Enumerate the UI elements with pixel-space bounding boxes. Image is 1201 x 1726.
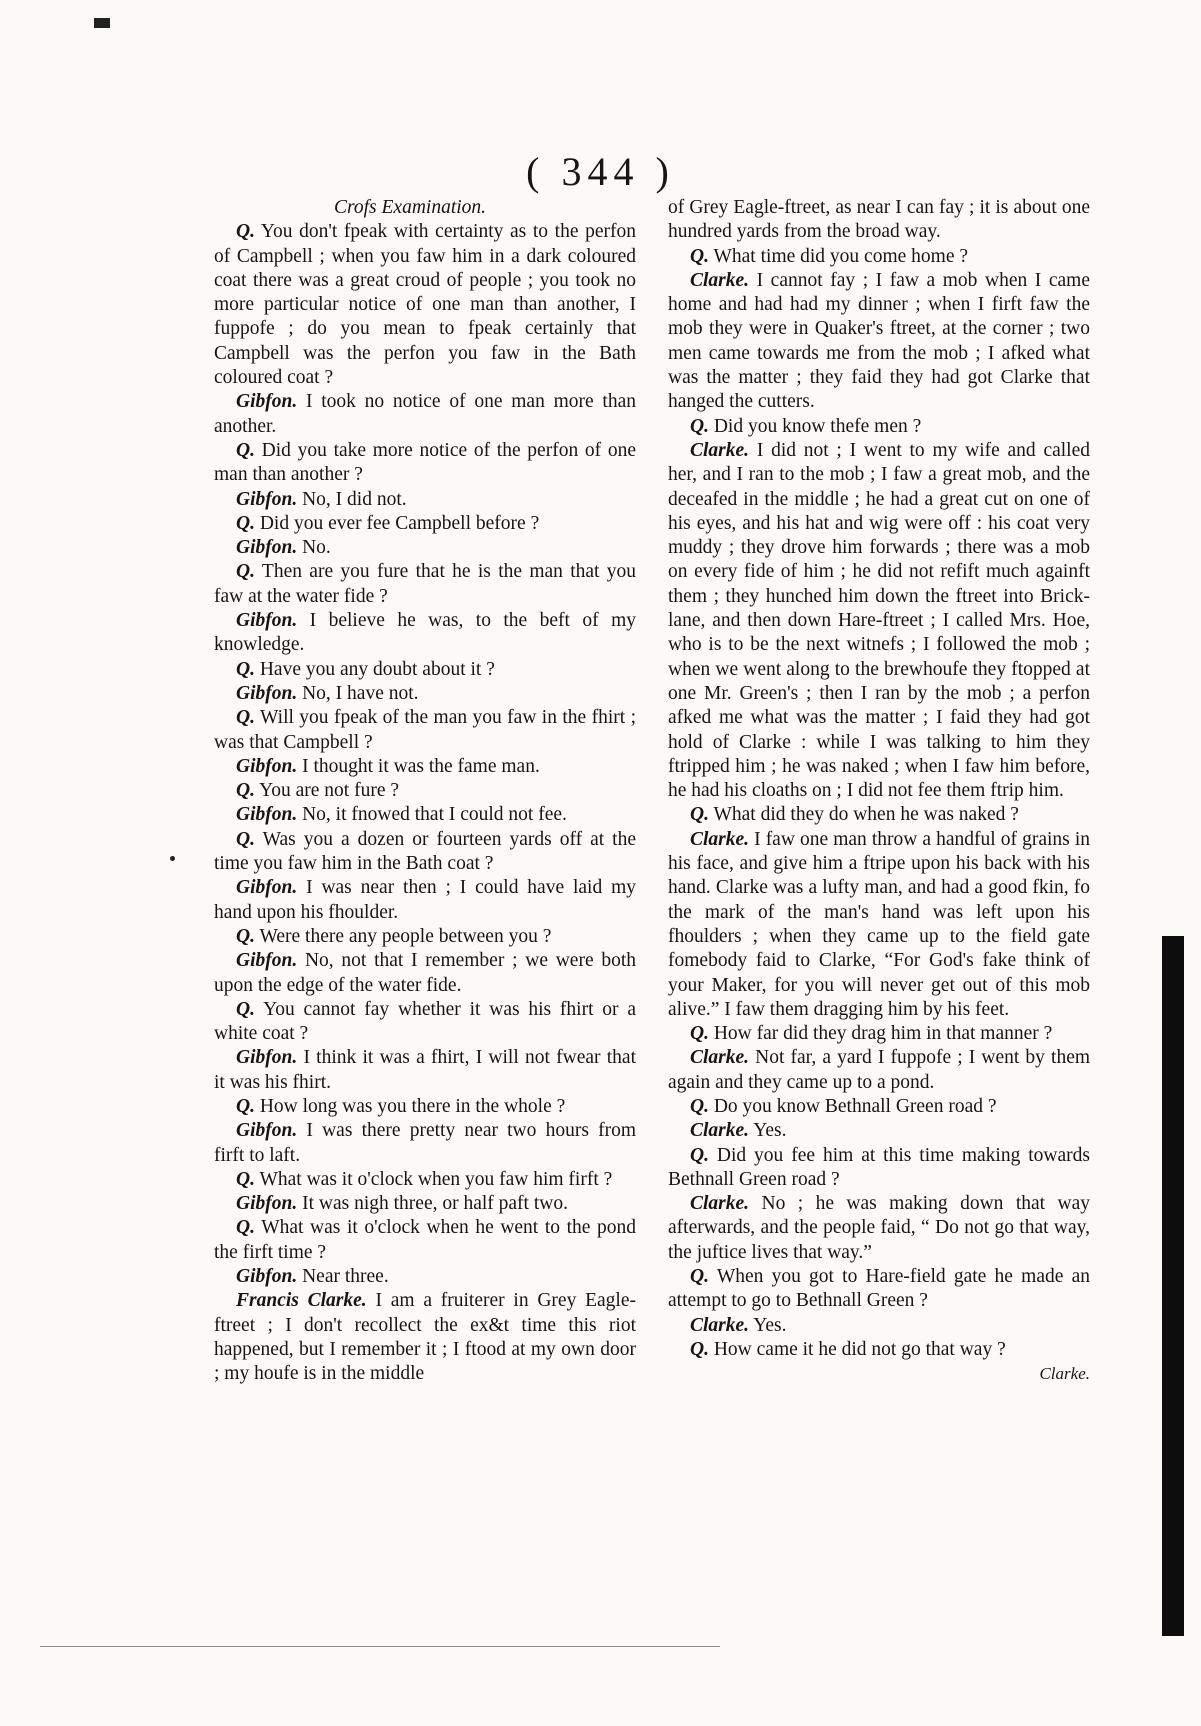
testimony-paragraph: [214, 1095, 636, 1119]
catchword: Clarke.: [1039, 1364, 1090, 1384]
section-heading: Crofs Examination.: [334, 197, 487, 218]
speaker-label: Clarke.: [690, 1193, 750, 1215]
testimony-paragraph: [668, 803, 1090, 827]
speaker-label: Q.: [236, 439, 255, 461]
margin-dot: [170, 856, 175, 861]
testimony-text: I cannot fay ; I faw a mob when I came home and had had my dinner ; when I firft faw the mob they were in Quaker's ftreet, at the corner ; two men came towards me from the mob ; I afked what was the matter ; they faid they had got Clarke that hanged the cutters.: [668, 269, 1091, 413]
testimony-paragraph: [214, 998, 636, 1047]
testimony-text: I thought it was the fame man.: [302, 755, 540, 777]
testimony-paragraph: [214, 658, 636, 682]
testimony-paragraph: [214, 560, 636, 609]
speaker-label: Clarke.: [690, 828, 750, 850]
speaker-label: Q.: [690, 1266, 709, 1288]
speaker-label: Gibfon.: [236, 391, 298, 413]
speaker-label: Gibfon.: [236, 804, 298, 826]
speaker-label: Gibfon.: [236, 755, 298, 777]
speaker-label: Q.: [690, 415, 709, 437]
bottom-rule-line: [40, 1646, 720, 1647]
testimony-paragraph: [214, 1192, 636, 1216]
corner-print-mark: [94, 18, 110, 28]
speaker-label: Gibfon.: [236, 682, 298, 704]
testimony-paragraph: [214, 779, 636, 803]
testimony-text: You cannot fay whether it was his fhirt or a white coat ?: [214, 998, 637, 1045]
testimony-paragraph: [668, 1144, 1090, 1193]
testimony-text: You are not fure ?: [259, 780, 400, 802]
testimony-paragraph: [668, 1192, 1090, 1265]
testimony-text: No ; he was making down that way afterwards, and the people faid, “ Do not go that way, the juftice lives that way.”: [668, 1193, 1090, 1263]
testimony-text: Did you take more notice of the perfon of one man than another ?: [214, 439, 636, 486]
speaker-label: Gibfon.: [236, 488, 298, 510]
speaker-label: Q.: [690, 1144, 709, 1166]
testimony-text: I took no notice of one man more than another.: [214, 391, 636, 437]
testimony-text: I faw one man throw a handful of grains in his face, and give him a ftripe upon his back with his hand. Clarke was a lufty man, and had a good fkin, fo the mark of the man's hand was left upon his fhoulders ; when they came up to the field gate fomebody faid to Clarke, “For God's fake think of your Maker, for you will never get out of this mob alive.” I faw them dragging him by his feet.: [668, 828, 1091, 1020]
speaker-label: Q.: [236, 780, 255, 802]
testimony-paragraph: [668, 1338, 1090, 1362]
testimony-text: Have you any doubt about it ?: [259, 658, 495, 680]
testimony-text: Then are you fure that he is the man that you faw at the water fide ?: [214, 561, 636, 607]
speaker-label: Q.: [236, 998, 255, 1020]
speaker-label: Clarke.: [690, 439, 750, 461]
testimony-paragraph: [214, 488, 636, 512]
testimony-paragraph: [668, 245, 1090, 269]
testimony-text: I am a fruiterer in Grey Eagle-ftreet ; I don't recollect the ex&t time this riot happened, but I remember it ; I ftood at my own door ; my houfe is in the middle: [214, 1290, 636, 1385]
testimony-text: Do you know Bethnall Green road ?: [713, 1095, 997, 1117]
testimony-text: I think it was a fhirt, I will not fwear that it was his fhirt.: [214, 1047, 636, 1093]
testimony-paragraph: [668, 1265, 1090, 1314]
testimony-paragraph: [668, 415, 1090, 439]
testimony-text: Will you fpeak of the man you faw in the fhirt ; was that Campbell ?: [214, 707, 636, 753]
testimony-paragraph: [214, 755, 636, 779]
speaker-label: Clarke.: [690, 1120, 750, 1142]
testimony-text: What was it o'clock when you faw him firft ?: [259, 1168, 613, 1190]
speaker-label: Clarke.: [690, 269, 750, 291]
speaker-label: Gibfon.: [236, 1120, 298, 1142]
speaker-label: Q.: [236, 658, 255, 680]
speaker-label: Gibfon.: [236, 610, 298, 632]
testimony-paragraph: [214, 682, 636, 706]
speaker-label: Q.: [236, 1168, 255, 1190]
speaker-label: Gibfon.: [236, 950, 298, 972]
testimony-text: No, I have not.: [302, 682, 419, 704]
testimony-text: Was you a dozen or fourteen yards off at the time you faw him in the Bath coat ?: [214, 828, 637, 875]
testimony-text: When you got to Hare-field gate he made an attempt to go to Bethnall Green ?: [668, 1266, 1090, 1312]
testimony-paragraph: [668, 1119, 1090, 1143]
testimony-paragraph: [214, 512, 636, 536]
testimony-paragraph: [668, 828, 1090, 1022]
testimony-text: Did you ever fee Campbell before ?: [259, 512, 540, 534]
testimony-text: No, it fnowed that I could not fee.: [302, 804, 567, 826]
testimony-paragraph: [214, 439, 636, 488]
testimony-text: How came it he did not go that way ?: [713, 1338, 1006, 1360]
testimony-text: Did you fee him at this time making towards Bethnall Green road ?: [668, 1144, 1090, 1190]
page-number: ( 344 ): [526, 149, 675, 194]
testimony-paragraph: [214, 1168, 636, 1192]
speaker-label: Q.: [236, 512, 255, 534]
testimony-text: How far did they drag him in that manner ?: [713, 1023, 1053, 1045]
testimony-paragraph: [668, 1314, 1090, 1338]
testimony-text: I believe he was, to the beft of my knowledge.: [214, 610, 636, 656]
testimony-paragraph: [214, 1046, 636, 1095]
testimony-text: You don't fpeak with certainty as to the perfon of Campbell ; when you faw him in a dark coloured coat there was a great croud of people ; you took no more particular notice of one man than another, I fuppofe ; do you mean to fpeak certainly that Campbell was the perfon you faw in the Bath coloured coat ?: [214, 221, 636, 389]
testimony-paragraph: [214, 828, 636, 877]
testimony-paragraph: [214, 1289, 636, 1386]
speaker-label: Q.: [690, 804, 709, 826]
testimony-text: I was there pretty near two hours from firft to laft.: [214, 1120, 636, 1166]
testimony-text: I did not ; I went to my wife and called her, and I ran to the mob ; I faw a great mob, and the deceafed in the middle ; he had a great cut on one of his eyes, and his hat and wig were off : his coat very muddy ; they drove him forwards ; there was a mob on every fide of him ; he did not refift much againft them ; they hunched him down the ftreet into Brick-lane, and then down Hare-ftreet ; I called Mrs. Hoe, who is to be the next witnefs ; I followed the mob ; when we went along to the brewhoufe they ftopped at one Mr. Green's ; then I ran by the mob ; a perfon afked me what was the matter ; I faid they had got hold of Clarke : while I was talking to him they ftripped him ; he was naked ; when I faw him before, he had his cloaths on ; I did not fee them ftrip him.: [668, 439, 1090, 802]
paragraph-continuation: of Grey Eagle-ftreet, as near I can fay ; it is about one hundred yards from the broad way.: [668, 197, 1090, 243]
speaker-label: Q.: [690, 1095, 709, 1117]
speaker-label: Gibfon.: [236, 877, 298, 899]
testimony-text: No.: [302, 537, 331, 559]
speaker-label: Gibfon.: [236, 1047, 298, 1069]
binding-shadow-bar: [1162, 936, 1184, 1636]
testimony-paragraph: [214, 876, 636, 925]
testimony-paragraph: [214, 390, 636, 439]
speaker-label: Q.: [690, 1338, 709, 1360]
speaker-label: Clarke.: [690, 1047, 750, 1069]
testimony-text: I was near then ; I could have laid my hand upon his fhoulder.: [214, 877, 637, 923]
testimony-paragraph: [668, 1022, 1090, 1046]
speaker-label: Q.: [236, 1095, 255, 1117]
speaker-label: Francis Clarke.: [236, 1290, 367, 1312]
speaker-label: Gibfon.: [236, 537, 298, 559]
testimony-paragraph: [668, 269, 1090, 415]
testimony-paragraph: [214, 609, 636, 658]
testimony-paragraph: [668, 1095, 1090, 1119]
testimony-text: What time did you come home ?: [713, 245, 969, 267]
testimony-text: It was nigh three, or half paft two.: [302, 1193, 568, 1215]
testimony-paragraph: [214, 949, 636, 998]
testimony-paragraph: [214, 706, 636, 755]
testimony-paragraph: [214, 925, 636, 949]
testimony-text: No, not that I remember ; we were both upon the edge of the water fide.: [214, 950, 637, 996]
testimony-text: Yes.: [753, 1120, 787, 1142]
testimony-paragraph: [668, 439, 1090, 803]
speaker-label: Q.: [690, 245, 709, 267]
speaker-label: Q.: [236, 1217, 255, 1239]
speaker-label: Q.: [236, 828, 255, 850]
testimony-text: Were there any people between you ?: [259, 925, 552, 947]
testimony-paragraph: [214, 536, 636, 560]
speaker-label: Gibfon.: [236, 1266, 298, 1288]
testimony-paragraph: [214, 1265, 636, 1289]
speaker-label: Gibfon.: [236, 1193, 298, 1215]
testimony-paragraph: [214, 803, 636, 827]
speaker-label: Q.: [690, 1023, 709, 1045]
left-column: [214, 196, 636, 1387]
speaker-label: Q.: [236, 707, 255, 729]
testimony-text: Near three.: [302, 1266, 389, 1288]
testimony-text: No, I did not.: [302, 488, 407, 510]
speaker-label: Q.: [236, 561, 255, 583]
testimony-paragraph: [214, 1119, 636, 1168]
testimony-text: Not far, a yard I fuppofe ; I went by them again and they came up to a pond.: [668, 1047, 1091, 1093]
testimony-text: What did they do when he was naked ?: [713, 804, 1019, 826]
testimony-text: Yes.: [753, 1314, 787, 1336]
testimony-paragraph: [214, 220, 636, 390]
speaker-label: Clarke.: [690, 1314, 750, 1336]
testimony-text: Did you know thefe men ?: [713, 415, 922, 437]
testimony-paragraph: [214, 1216, 636, 1265]
speaker-label: Q.: [236, 221, 255, 243]
testimony-text: What was it o'clock when he went to the pond the firft time ?: [214, 1217, 636, 1263]
right-column: [668, 196, 1090, 1387]
testimony-text: How long was you there in the whole ?: [259, 1095, 566, 1117]
testimony-paragraph: [668, 1046, 1090, 1095]
speaker-label: Q.: [236, 925, 255, 947]
